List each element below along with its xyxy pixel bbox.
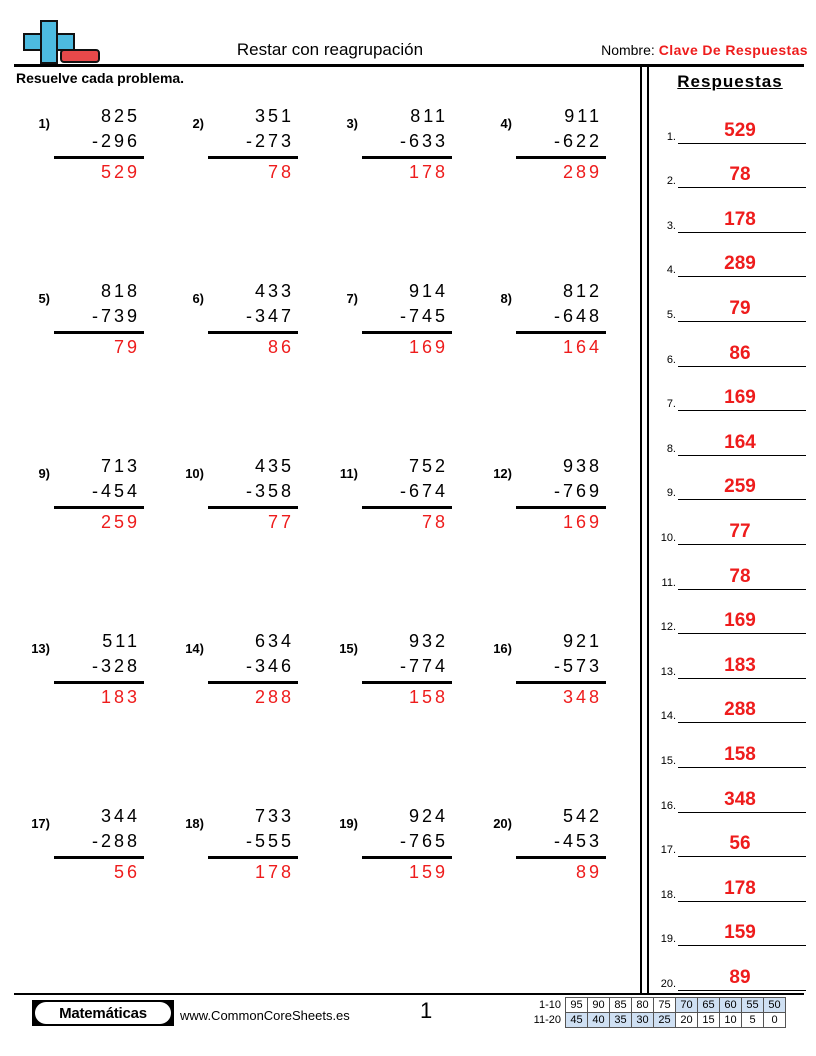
subtrahend: -288: [91, 831, 140, 851]
problem-answer: 169: [562, 512, 602, 532]
problem-body: [54, 629, 144, 710]
score-cell: 25: [654, 1013, 676, 1028]
problem-answer: 158: [408, 687, 448, 707]
subtrahend: -648: [553, 306, 602, 326]
problem-body: [208, 804, 298, 885]
answer-key-number: 9.: [666, 487, 676, 500]
problem-number: 7): [346, 291, 358, 306]
answer-key-row: [652, 595, 816, 640]
problem-12: [478, 454, 628, 554]
page-number: 1: [420, 998, 433, 1023]
problem-body: [54, 279, 144, 360]
problem-answer: 178: [408, 162, 448, 182]
problem-number: 13): [31, 641, 50, 656]
problem-body: [362, 104, 452, 185]
answer-key-number: 19.: [660, 933, 676, 946]
problem-answer: 77: [267, 512, 294, 532]
answer-key-number: 12.: [660, 621, 676, 634]
answer-key-panel: [652, 64, 816, 994]
minuend: 752: [408, 456, 448, 476]
problem-1: [16, 104, 166, 204]
minuend: 812: [562, 281, 602, 301]
answer-key-row: [652, 818, 816, 863]
minuend: 921: [562, 631, 602, 651]
problem-answer: 159: [408, 862, 448, 882]
minuend: 825: [100, 106, 140, 126]
score-cell: 60: [720, 998, 742, 1013]
answer-key-value: 159: [724, 922, 756, 944]
score-table: [527, 997, 786, 1028]
problem-number: 4): [500, 116, 512, 131]
problem-body: [362, 629, 452, 710]
problem-7: [324, 279, 474, 379]
problem-answer: 288: [254, 687, 294, 707]
problem-number: 16): [493, 641, 512, 656]
problem-answer: 259: [100, 512, 140, 532]
subtrahend: -273: [245, 131, 294, 151]
minuend: 433: [254, 281, 294, 301]
problem-8: [478, 279, 628, 379]
problem-20: [478, 804, 628, 904]
site-url: www.CommonCoreSheets.es: [180, 1008, 350, 1023]
problem-body: [362, 279, 452, 360]
answer-key-number: 17.: [660, 844, 676, 857]
problem-row: [0, 629, 640, 804]
subtrahend: -774: [399, 656, 448, 676]
problem-number: 11): [339, 466, 358, 481]
problem-answer: 56: [113, 862, 140, 882]
answer-key-row: [652, 684, 816, 729]
answer-key-value: 348: [724, 788, 756, 810]
answer-key-row: [652, 416, 816, 461]
problem-17: [16, 804, 166, 904]
column-divider-right: [647, 64, 649, 994]
subtrahend: -347: [245, 306, 294, 326]
subject-badge-label: Matemáticas: [35, 1002, 171, 1024]
answer-key-value: 77: [729, 520, 751, 542]
score-cell: 20: [676, 1013, 698, 1028]
answer-key-number: 7.: [666, 398, 676, 411]
subtrahend: -296: [91, 131, 140, 151]
problem-answer: 78: [267, 162, 294, 182]
subject-badge: [32, 1000, 174, 1026]
problem-answer: 183: [100, 687, 140, 707]
answer-key-row: [652, 282, 816, 327]
problem-number: 18): [185, 816, 204, 831]
answer-key-value: 529: [724, 119, 756, 141]
problem-number: 1): [38, 116, 50, 131]
answer-key-row: [652, 327, 816, 372]
score-cell: 85: [610, 998, 632, 1013]
problem-number: 12): [493, 466, 512, 481]
problem-body: [516, 629, 606, 710]
problem-grid: [0, 104, 640, 984]
problem-6: [170, 279, 320, 379]
problem-answer: 89: [575, 862, 602, 882]
score-range-label: 1-10: [538, 999, 561, 1011]
score-cell: 10: [720, 1013, 742, 1028]
minuend: 542: [562, 806, 602, 826]
minuend: 713: [100, 456, 140, 476]
problem-answer: 529: [100, 162, 140, 182]
plus-minus-icon: [14, 16, 100, 64]
problem-18: [170, 804, 320, 904]
worksheet-title: Restar con reagrupación: [236, 40, 424, 59]
problem-14: [170, 629, 320, 729]
answer-key-row: [652, 728, 816, 773]
subtrahend: -633: [399, 131, 448, 151]
score-cell: 95: [566, 998, 588, 1013]
score-cell: 15: [698, 1013, 720, 1028]
problem-body: [516, 104, 606, 185]
problem-body: [362, 804, 452, 885]
answer-key-row: [652, 550, 816, 595]
problem-body: [208, 454, 298, 535]
problem-answer: 86: [267, 337, 294, 357]
answer-key-row: [652, 238, 816, 283]
answer-key-value: 178: [724, 208, 756, 230]
answer-key-row: [652, 639, 816, 684]
answer-key-row: [652, 773, 816, 818]
problem-number: 5): [38, 291, 50, 306]
problem-5: [16, 279, 166, 379]
problem-number: 17): [31, 816, 50, 831]
problem-body: [516, 804, 606, 885]
answer-key-number: 2.: [666, 175, 676, 188]
problem-9: [16, 454, 166, 554]
subtrahend: -622: [553, 131, 602, 151]
score-range-label: 11-20: [533, 1014, 561, 1026]
subtrahend: -358: [245, 481, 294, 501]
minuend: 634: [254, 631, 294, 651]
problem-3: [324, 104, 474, 204]
subtrahend: -555: [245, 831, 294, 851]
answer-key-value: 289: [724, 253, 756, 275]
problem-number: 8): [500, 291, 512, 306]
problem-19: [324, 804, 474, 904]
score-cell: 40: [588, 1013, 610, 1028]
minuend: 938: [562, 456, 602, 476]
answer-key-row: [652, 461, 816, 506]
problem-answer: 164: [562, 337, 602, 357]
answer-key-value: 158: [724, 743, 756, 765]
subtrahend: -745: [399, 306, 448, 326]
answer-key-row: [652, 907, 816, 952]
minuend: 932: [408, 631, 448, 651]
answer-key-value: 259: [724, 476, 756, 498]
answer-key-number: 1.: [666, 130, 676, 143]
problem-number: 6): [192, 291, 204, 306]
name-label: Nombre:: [601, 42, 655, 58]
problem-row: [0, 279, 640, 454]
problem-body: [54, 104, 144, 185]
answer-key-row: [652, 193, 816, 238]
subtrahend: -346: [245, 656, 294, 676]
answer-key-row: [652, 862, 816, 907]
problem-answer: 79: [113, 337, 140, 357]
name-field: [601, 42, 808, 58]
answer-key-number: 16.: [660, 799, 676, 812]
answer-key-row: [652, 505, 816, 550]
answer-key-number: 13.: [660, 665, 676, 678]
minuend: 911: [564, 106, 602, 126]
answer-key-number: 10.: [660, 531, 676, 544]
problem-number: 3): [346, 116, 358, 131]
minuend: 818: [100, 281, 140, 301]
name-value: Clave De Respuestas: [658, 42, 808, 58]
problem-body: [54, 454, 144, 535]
problem-number: 9): [38, 466, 50, 481]
page-header: [0, 0, 816, 66]
score-cell: 50: [764, 998, 786, 1013]
score-cell: 5: [742, 1013, 764, 1028]
subtrahend: -454: [91, 481, 140, 501]
problem-body: [208, 629, 298, 710]
minuend: 511: [102, 631, 140, 651]
answer-key-number: 15.: [660, 754, 676, 767]
answer-key-row: [652, 104, 816, 149]
subtrahend: -769: [553, 481, 602, 501]
answer-key-title: Respuestas: [677, 72, 783, 91]
problem-answer: 289: [562, 162, 602, 182]
problem-body: [54, 804, 144, 885]
score-cell: 30: [632, 1013, 654, 1028]
problem-16: [478, 629, 628, 729]
answer-key-number: 6.: [666, 353, 676, 366]
answer-key-row: [652, 372, 816, 417]
subtrahend: -739: [91, 306, 140, 326]
minuend: 351: [254, 106, 294, 126]
problem-body: [208, 104, 298, 185]
problem-number: 20): [493, 816, 512, 831]
answer-key-value: 178: [724, 877, 756, 899]
score-table-row: [527, 998, 786, 1013]
problem-answer: 78: [421, 512, 448, 532]
subtrahend: -328: [91, 656, 140, 676]
problem-number: 19): [339, 816, 358, 831]
problem-answer: 178: [254, 862, 294, 882]
answer-key-number: 11.: [661, 576, 676, 589]
problem-number: 15): [339, 641, 358, 656]
page-footer: [0, 995, 816, 1056]
score-cell: 55: [742, 998, 764, 1013]
problem-row: [0, 454, 640, 629]
answer-key-value: 79: [729, 297, 751, 319]
problem-number: 14): [185, 641, 204, 656]
problem-row: [0, 104, 640, 279]
score-cell: 90: [588, 998, 610, 1013]
problem-number: 10): [185, 466, 204, 481]
answer-key-number: 8.: [666, 442, 676, 455]
subtrahend: -573: [553, 656, 602, 676]
subtrahend: -674: [399, 481, 448, 501]
answer-key-number: 14.: [660, 710, 676, 723]
problem-row: [0, 804, 640, 979]
problem-number: 2): [192, 116, 204, 131]
problem-13: [16, 629, 166, 729]
score-cell: 35: [610, 1013, 632, 1028]
answer-key-value: 169: [724, 387, 756, 409]
score-cell: 65: [698, 998, 720, 1013]
minuend: 733: [254, 806, 294, 826]
answer-key-value: 86: [729, 342, 751, 364]
answer-key-number: 18.: [660, 888, 676, 901]
answer-key-number: 5.: [666, 308, 676, 321]
score-cell: 45: [566, 1013, 588, 1028]
problem-10: [170, 454, 320, 554]
answer-key-value: 183: [724, 654, 756, 676]
problem-answer: 169: [408, 337, 448, 357]
answer-key-number: 3.: [666, 219, 676, 232]
problem-body: [362, 454, 452, 535]
answer-key-value: 78: [729, 565, 751, 587]
answer-key-value: 78: [729, 164, 751, 186]
answer-key-value: 169: [724, 610, 756, 632]
answer-key-value: 89: [729, 966, 751, 988]
answer-key-row: [652, 149, 816, 194]
answer-key-row: [652, 951, 816, 996]
minuend: 435: [254, 456, 294, 476]
problem-body: [516, 279, 606, 360]
problem-4: [478, 104, 628, 204]
answer-key-value: 288: [724, 699, 756, 721]
problem-15: [324, 629, 474, 729]
answer-key-number: 20.: [660, 977, 676, 990]
minuend: 811: [410, 106, 448, 126]
subtrahend: -765: [399, 831, 448, 851]
score-table-row: [527, 1013, 786, 1028]
minuend: 344: [100, 806, 140, 826]
instruction-text: Resuelve cada problema.: [16, 70, 185, 86]
answer-key-list: [652, 104, 816, 996]
column-divider-left: [640, 64, 642, 994]
minuend: 914: [408, 281, 448, 301]
score-cell: 80: [632, 998, 654, 1013]
score-cell: 70: [676, 998, 698, 1013]
problem-answer: 348: [562, 687, 602, 707]
score-cell: 75: [654, 998, 676, 1013]
problem-body: [516, 454, 606, 535]
problem-11: [324, 454, 474, 554]
minuend: 924: [408, 806, 448, 826]
answer-key-value: 56: [729, 833, 751, 855]
answer-key-number: 4.: [666, 264, 676, 277]
subtrahend: -453: [553, 831, 602, 851]
score-cell: 0: [764, 1013, 786, 1028]
problem-body: [208, 279, 298, 360]
problem-2: [170, 104, 320, 204]
answer-key-value: 164: [724, 431, 756, 453]
